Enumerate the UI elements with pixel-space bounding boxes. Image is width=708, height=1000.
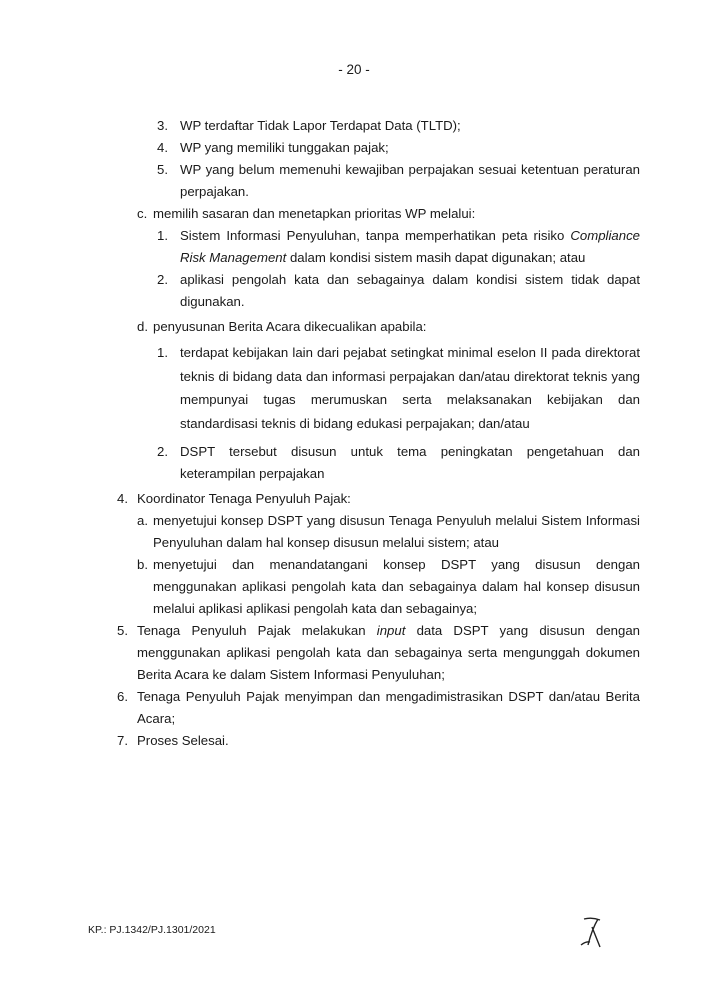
list-number: 4. [157,140,168,155]
list-row [0,159,708,203]
list-row [0,316,708,338]
initial-signature-icon [578,915,610,954]
list-item: WP yang memiliki tunggakan pajak; [180,140,389,155]
list-item: aplikasi pengolah kata dan sebagainya dalam kondisi sistem tidak dapat digunakan. [180,272,640,309]
list-item: WP terdaftar Tidak Lapor Terdapat Data (TLTD); [180,118,461,133]
list-item: DSPT tersebut disusun untuk tema peningkatan pengetahuan dan keterampilan perpajakan [180,444,640,481]
list-item [137,620,640,686]
list-item: penyusunan Berita Acara dikecualikan apabila: [153,319,427,334]
list-number: 1. [157,345,168,360]
list-item: memilih sasaran dan menetapkan prioritas WP melalui: [153,206,476,221]
text: Sistem Informasi Penyuluhan, tanpa memperhatikan peta risiko [180,228,571,243]
list-number: 2. [157,272,168,287]
italic-term: input [376,623,406,638]
list-row [0,510,708,554]
list-letter: c. [137,206,148,221]
italic-term: Compliance Risk Management [180,228,640,265]
list-item: menyetujui konsep DSPT yang disusun Tenaga Penyuluh melalui Sistem Informasi Penyuluhan dalam hal konsep disusun melalui sistem; atau [153,513,640,550]
list-row [0,225,708,269]
list-item: WP yang belum memenuhi kewajiban perpajakan sesuai ketentuan peraturan perpajakan. [180,162,640,199]
text: Tenaga Penyuluh Pajak melakukan [137,623,377,638]
list-item: terdapat kebijakan lain dari pejabat setingkat minimal eselon II pada direktorat teknis di bidang data dan informasi perpajakan dan/atau direktorat teknis yang mempunyai tugas merumuskan serta melaksanakan kebijakan dan standardisasi teknis di bidang edukasi perpajakan; dan/atau [180,345,640,431]
list-number: 3. [157,118,168,133]
list-row [0,441,708,485]
list-row [0,115,708,137]
list-number: 6. [117,689,128,704]
list-row [0,137,708,159]
list-letter: d. [137,319,148,334]
list-item: Proses Selesai. [137,733,229,748]
list-item: Tenaga Penyuluh Pajak menyimpan dan mengadimistrasikan DSPT dan/atau Berita Acara; [137,689,640,726]
list-number: 1. [157,228,168,243]
document-body [0,115,708,752]
list-letter: b. [137,557,148,572]
list-item [180,225,640,269]
list-number: 4. [117,491,128,506]
list-item: Koordinator Tenaga Penyuluh Pajak: [137,491,351,506]
list-row [0,554,708,620]
page-number: - 20 - [338,62,370,77]
list-row [0,488,708,510]
list-row [0,203,708,225]
list-number: 5. [157,162,168,177]
list-row [0,341,708,435]
list-row [0,620,708,686]
text: data DSPT yang disusun dengan menggunakan aplikasi pengolah kata dan sebagainya serta mengunggah dokumen Berita Acara ke dalam Sistem Informasi Penyuluhan; [137,623,640,682]
list-row [0,730,708,752]
list-row [0,686,708,730]
list-number: 2. [157,444,168,459]
text: dalam kondisi sistem masih dapat digunakan; atau [286,250,586,265]
footer-reference: KP.: PJ.1342/PJ.1301/2021 [88,924,216,936]
list-item: menyetujui dan menandatangani konsep DSPT yang disusun dengan menggunakan aplikasi pengolah kata dan sebagainya dalam hal konsep disusun melalui aplikasi aplikasi pengolah kata dan sebagainya; [153,557,640,616]
list-row [0,269,708,313]
list-letter: a. [137,513,148,528]
list-number: 5. [117,623,128,638]
list-number: 7. [117,733,128,748]
